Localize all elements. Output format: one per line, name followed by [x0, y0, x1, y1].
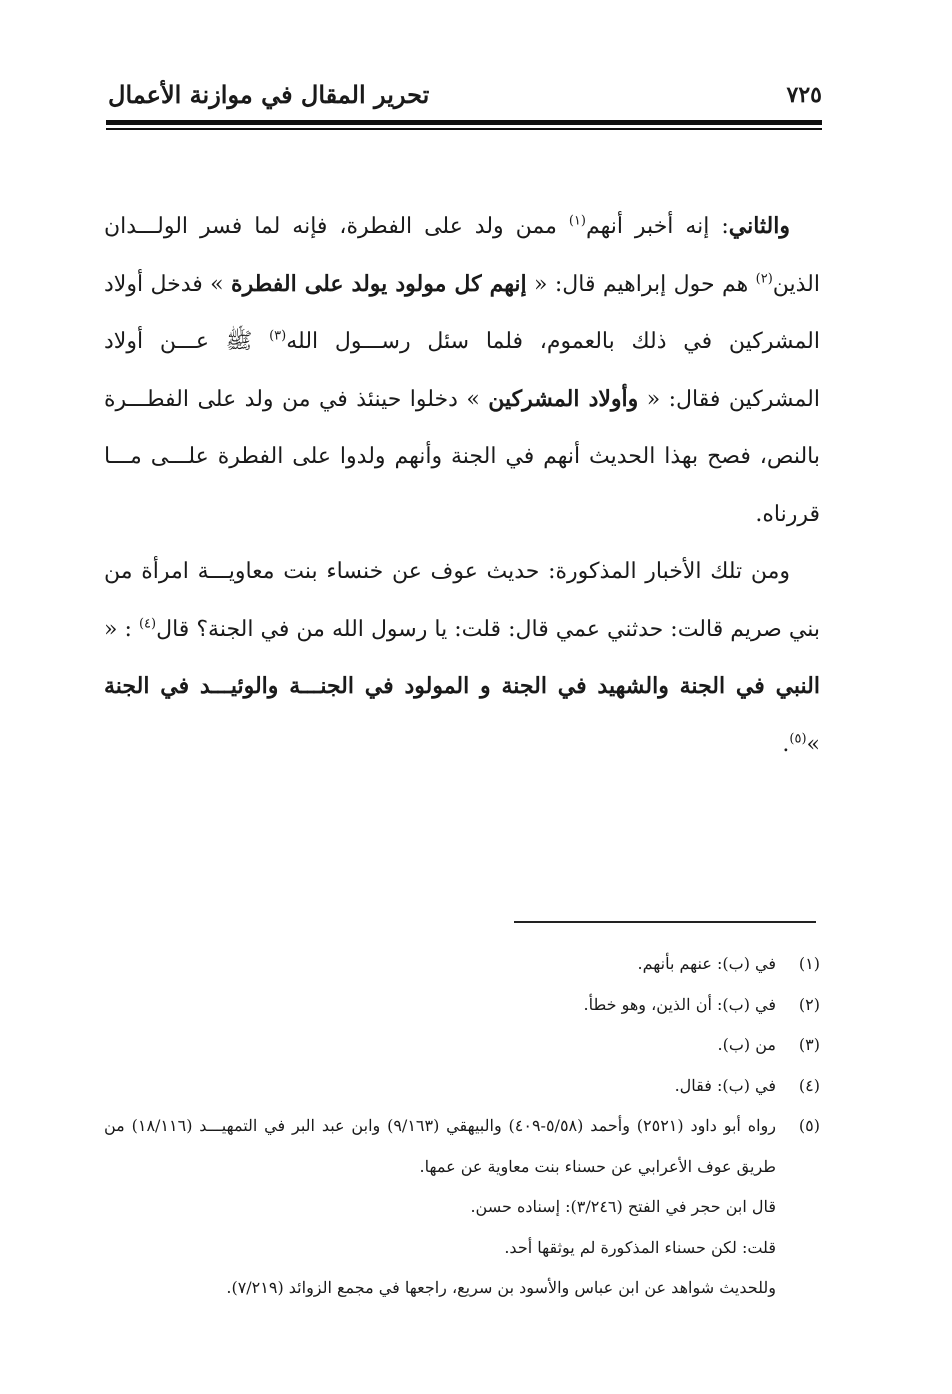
footnote-ref-4: (٤): [138, 616, 157, 632]
footnote-5-note-3: وللحديث شواهد عن ابن عباس والأسود بن سريع، راجعها في مجمع الزوائد (٧/٢١٩).: [226, 1278, 776, 1297]
footnote-5: [104, 1106, 820, 1187]
footnote-4: [104, 1066, 820, 1107]
footnote-text: في (ب): عنهم بأنهم.: [637, 954, 776, 973]
paragraph-1: [104, 198, 820, 543]
footnote-ref-3: (٣): [269, 328, 287, 344]
p2-text-3: »: [806, 731, 820, 757]
p1-lead-bold: والثاني: [728, 213, 790, 239]
p1-text-4: » فدخل أولاد المشركين في ذلك بالعموم، فلما سئل رســـول الله: [104, 271, 820, 354]
footnote-3: [104, 1025, 820, 1066]
p2-text-4: .: [782, 731, 790, 757]
footnote-text: في (ب): أن الذين، وهو خطأ.: [583, 994, 776, 1014]
main-text: [104, 198, 820, 773]
header-rule-thick: [106, 120, 822, 125]
running-title: تحرير المقال في موازنة الأعمال: [108, 80, 430, 109]
footnote-separator: [514, 921, 816, 923]
footnote-number: (١): [798, 954, 820, 973]
hadith-quote-2: وأولاد المشركين: [488, 385, 639, 412]
footnote-number: (٤): [798, 1075, 820, 1095]
footnote-5-note-2: قلت: لكن حسناء المذكورة لم يوثقها أحد.: [504, 1237, 776, 1257]
header-rule-thin: [106, 128, 822, 130]
footnote-ref-5: (٥): [789, 731, 807, 747]
p1-text-6: » دخلوا حينئذ في من ولد على الفطـــرة بالنص، فصح بهذا الحديث أنهم في الجنة وأنهم ولدوا على الفطرة علـــى مـــا قررناه.: [104, 386, 820, 527]
p1-text-3: هم حول إبراهيم قال: «: [526, 271, 756, 297]
p2-text-1: ومن تلك الأخبار المذكورة: حديث عوف عن خنساء بنت معاويـــة امرأة من بني صريم قالت: حدثني عمي قال: قلت: يا رسول الله من في الجنة؟ قال: [104, 559, 821, 642]
footnote-ref-1: (١): [568, 213, 586, 229]
footnote-ref-2: (٢): [755, 271, 773, 287]
footnote-text: من (ب).: [717, 1035, 776, 1054]
footnotes: [104, 944, 820, 1309]
footnote-text: في (ب): فقال.: [674, 1075, 776, 1095]
footnote-text: رواه أبو داود (٢٥٢١) وأحمد (٥/٥٨-٤٠٩) والبيهقي (٩/١٦٣) وابن عبد البر في التمهيـــد (١٨/١١٦) من طريق عوف الأعرابي عن حسناء بنت معاوية عن عمها.: [104, 1116, 776, 1176]
footnote-1: [104, 944, 820, 985]
hadith-quote-1: إنهم كل مولود يولد على الفطرة: [231, 270, 527, 297]
footnote-number: (٣): [798, 1035, 820, 1054]
page-number: ٧٢٥: [786, 82, 822, 108]
footnote-number: (٢): [798, 994, 820, 1014]
footnote-5-note-1: قال ابن حجر في الفتح (٣/٢٤٦): إسناده حسن.: [470, 1197, 776, 1216]
p1-text-2: ممن ولد على الفطرة، فإنه لما فسر الولـــدان الذين: [104, 214, 820, 297]
p1-text-1: : إنه أخبر أنهم: [585, 214, 729, 239]
p1-text-5: ﷺ عـــن أولاد المشركين فقال: «: [104, 329, 820, 412]
page-header: [108, 78, 822, 118]
paragraph-2: [104, 543, 820, 773]
footnote-number: (٥): [798, 1116, 820, 1135]
footnote-2: [104, 985, 820, 1026]
p2-text-2: : «: [104, 616, 139, 642]
hadith-quote-3: النبي في الجنة والشهيد في الجنة و المولود في الجنـــة والوئيـــد في الجنة: [104, 673, 820, 699]
